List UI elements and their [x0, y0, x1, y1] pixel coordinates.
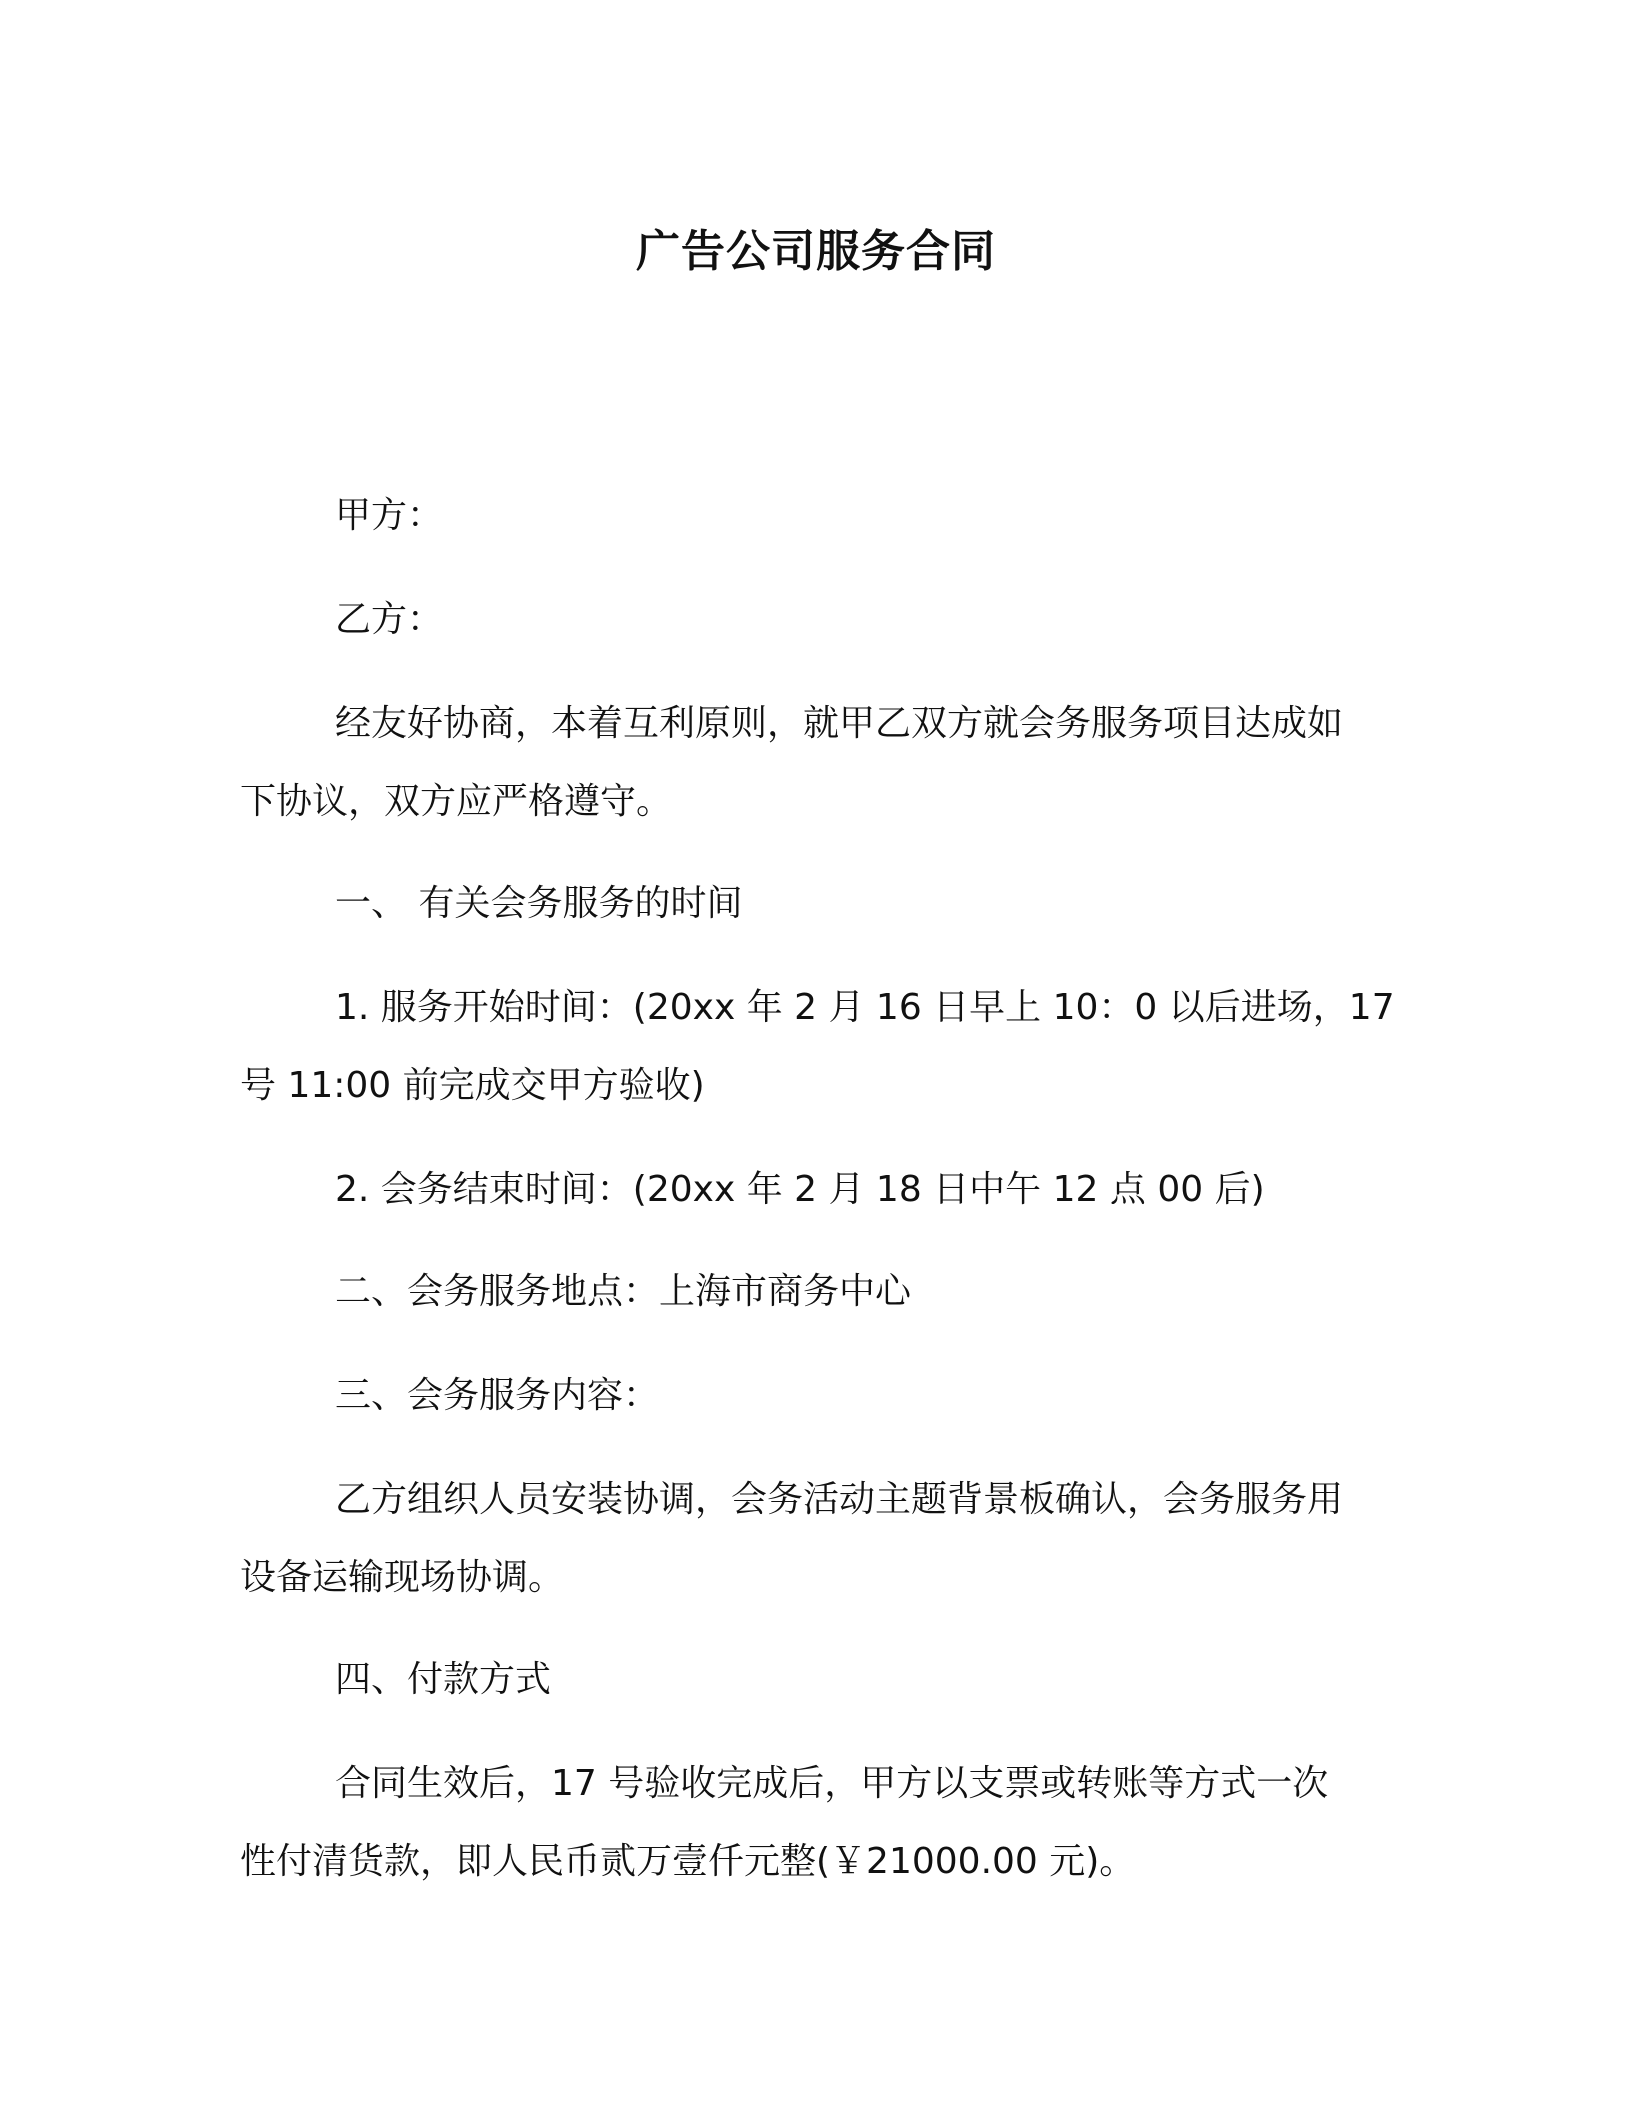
document-title: 广告公司服务合同: [636, 226, 996, 277]
section-3-content-line-2: 设备运输现场协调。: [240, 1557, 565, 1598]
intro-paragraph-line-1: 经友好协商，本着互利原则，就甲乙双方就会务服务项目达成如: [335, 703, 1344, 744]
section-4-content-line-2: 性付清货款，即人民币贰万壹仟元整(￥21000.00 元)。: [240, 1841, 1136, 1882]
section-4-content-line-1: 合同生效后，17 号验收完成后，甲方以支票或转账等方式一次: [335, 1763, 1329, 1804]
section-1-heading: 一、 有关会务服务的时间: [335, 883, 743, 924]
party-a-label: 甲方：: [335, 495, 444, 536]
section-3-content-line-1: 乙方组织人员安装协调，会务活动主题背景板确认，会务服务用: [335, 1479, 1344, 1520]
section-4-heading: 四、付款方式: [335, 1659, 552, 1700]
party-b-label: 乙方：: [335, 599, 444, 640]
section-1-item-1-line-1: 1. 服务开始时间：(20xx 年 2 月 16 日早上 10：0 以后进场，17: [335, 987, 1395, 1028]
section-1-item-1-line-2: 号 11:00 前完成交甲方验收): [240, 1065, 705, 1106]
section-3-heading: 三、会务服务内容：: [335, 1375, 660, 1416]
intro-paragraph-line-2: 下协议，双方应严格遵守。: [240, 781, 673, 822]
section-1-item-2: 2. 会务结束时间：(20xx 年 2 月 18 日中午 12 点 00 后): [335, 1169, 1265, 1210]
section-2-heading: 二、会务服务地点：上海市商务中心: [335, 1271, 912, 1312]
